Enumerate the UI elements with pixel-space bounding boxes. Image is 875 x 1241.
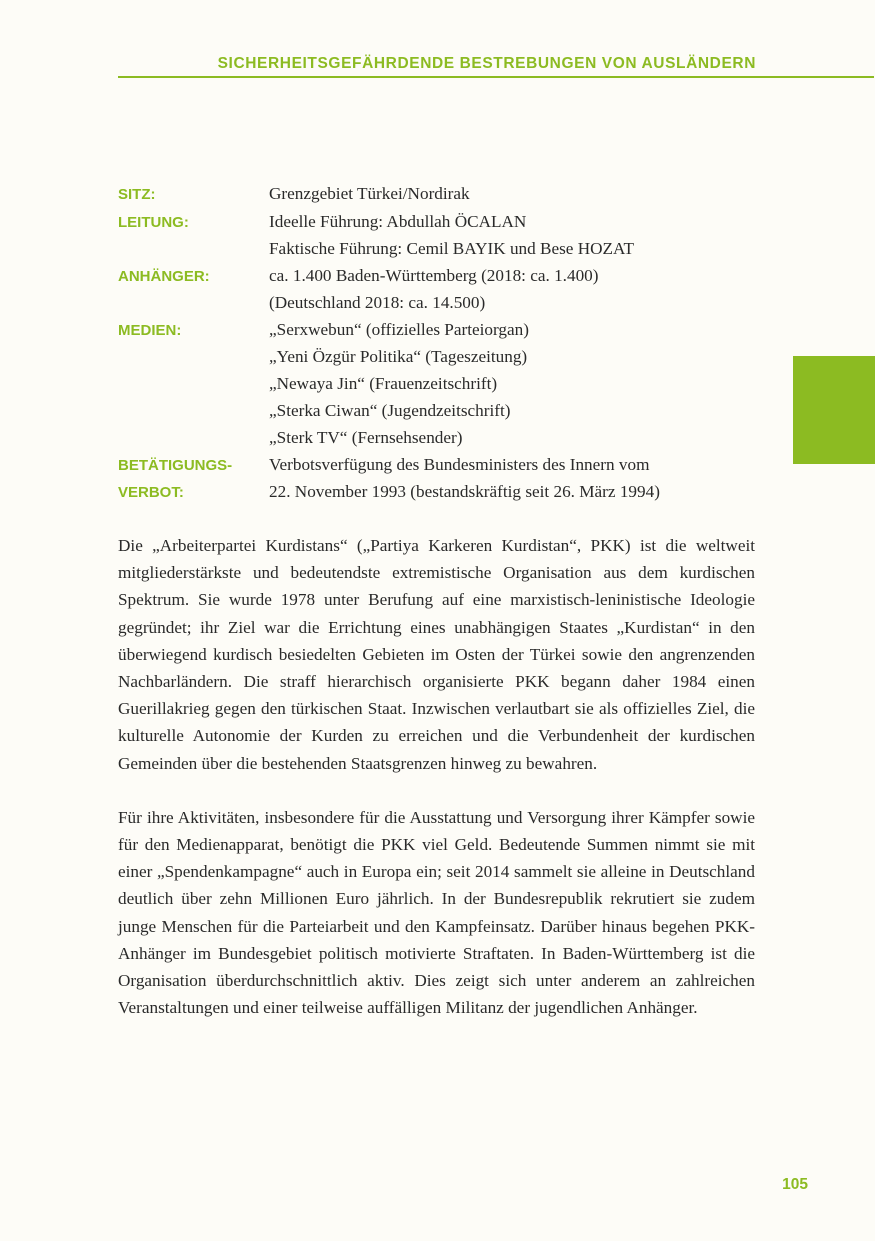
fact-line: Ideelle Führung: Abdullah ÖCALAN — [269, 212, 527, 231]
fact-label-anhaenger: ANHÄNGER: — [118, 268, 210, 285]
fact-label-verbot-line2: VERBOT: — [118, 484, 184, 501]
fact-values-leitung — [269, 208, 758, 262]
chapter-side-tab — [793, 356, 875, 464]
running-header: SICHERHEITSGEFÄHRDENDE BESTREBUNGEN VON AUSLÄNDERN — [217, 55, 756, 72]
fact-row-verbot — [118, 451, 758, 506]
fact-line: „Newaya Jin“ (Frauenzeitschrift) — [269, 374, 498, 393]
fact-label-medien: MEDIEN: — [118, 322, 182, 339]
fact-label-verbot — [118, 451, 269, 506]
fact-sheet — [118, 180, 758, 506]
fact-line: (Deutschland 2018: ca. 14.500) — [269, 293, 486, 312]
fact-label-sitz: SITZ: — [118, 186, 156, 203]
fact-row-anhaenger — [118, 262, 758, 316]
body-paragraph-2: Für ihre Aktivitäten, insbesondere für die Ausstattung und Versorgung ihrer Kämpfer sowie für den Medienapparat, benötigt die PKK viel Geld. Bedeutende Summen nimmt sie mit einer „Spendenkampagne“ auch in Europa ein; seit 2014 sammelt sie alleine in Deutschland deutlich über zehn Millionen Euro jährlich. In der Bundesrepublik rekrutiert sie zudem junge Menschen für die Parteiarbeit und den Kampfeinsatz. Darüber hinaus begehen PKK-Anhänger im Bundesgebiet politisch motivierte Straftaten. In Baden-Württemberg ist die Organisation überdurchschnittlich aktiv. Dies zeigt sich unter anderem an zahlreichen Veranstaltungen und einer teilweise auffälligen Militanz der jugendlichen Anhänger. — [118, 807, 755, 1018]
fact-line: Grenzgebiet Türkei/Nordirak — [269, 184, 470, 203]
fact-row-medien — [118, 316, 758, 451]
fact-values-anhaenger — [269, 262, 758, 316]
fact-line: „Yeni Özgür Politika“ (Tageszeitung) — [269, 347, 528, 366]
fact-line: 22. November 1993 (bestandskräftig seit 26. März 1994) — [269, 482, 660, 501]
fact-line: „Sterka Ciwan“ (Jugendzeitschrift) — [269, 401, 511, 420]
fact-values-sitz — [269, 180, 758, 207]
fact-label-leitung: LEITUNG: — [118, 214, 189, 231]
fact-row-leitung — [118, 208, 758, 262]
fact-values-medien — [269, 316, 758, 451]
fact-values-verbot — [269, 451, 758, 505]
fact-row-sitz — [118, 180, 758, 208]
fact-label-verbot-line1: BETÄTIGUNGS- — [118, 457, 233, 474]
body-paragraph-1: Die „Arbeiterpartei Kurdistans“ („Partiya Karkeren Kurdistan“, PKK) ist die weltweit mitgliederstärkste und bedeutendste extremistische Organisation aus dem kurdischen Spektrum. Sie wurde 1978 unter Berufung auf eine marxistisch-leninistische Ideologie gegründet; ihr Ziel war die Errichtung eines unabhängigen Staates „Kurdistan“ in den überwiegend kurdisch besiedelten Gebieten im Osten der Türkei sowie den angrenzenden Nachbarländern. Die straff hierarchisch organisierte PKK begann daher 1984 einen Guerillakrieg gegen den türkischen Staat. Inzwischen verlautbart sie als offizielles Ziel, die kulturelle Autonomie der Kurden zu erreichen und die Verbundenheit der kurdischen Gemeinden über die bestehenden Staatsgrenzen hinweg zu bewahren. — [118, 536, 755, 773]
fact-line: „Sterk TV“ (Fernsehsender) — [269, 428, 463, 447]
body-text — [118, 532, 755, 1048]
fact-line: Faktische Führung: Cemil BAYIK und Bese HOZAT — [269, 239, 635, 258]
header-rule — [118, 76, 874, 78]
page-number: 105 — [782, 1176, 808, 1193]
fact-line: „Serxwebun“ (offizielles Parteiorgan) — [269, 320, 529, 339]
fact-line: Verbotsverfügung des Bundesministers des Innern vom — [269, 455, 650, 474]
fact-line: ca. 1.400 Baden-Württemberg (2018: ca. 1.400) — [269, 266, 599, 285]
